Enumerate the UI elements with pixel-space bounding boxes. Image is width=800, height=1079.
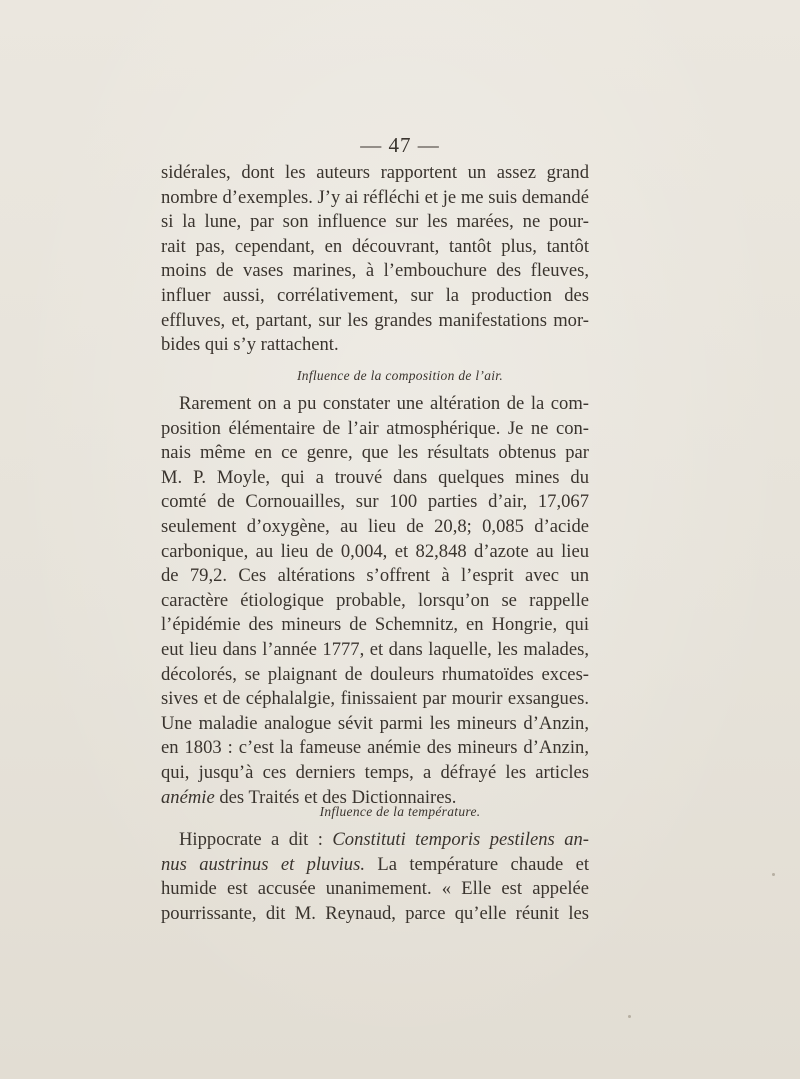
latin-quote: nus austrinus et pluvius. <box>161 853 365 875</box>
latin-quote: Constituti temporis pestilens an- <box>332 829 589 850</box>
text-line: nombre d’exemples. J’y ai réfléchi et je me suis demandé <box>161 186 589 208</box>
paragraph-temperature <box>161 828 589 926</box>
text-line <box>161 828 589 853</box>
text-line: carbonique, au lieu de 0,004, et 82,848 d’azote au lieu <box>161 540 589 562</box>
text-line: pourrissante, dit M. Reynaud, parce qu’elle réunit les <box>161 902 589 924</box>
text-line: position élémentaire de l’air atmosphérique. Je ne con- <box>161 417 589 439</box>
text-line: Une maladie analogue sévit parmi les mineurs d’Anzin, <box>161 712 589 734</box>
paragraph-air-composition <box>161 392 589 810</box>
text-line: moins de vases marines, à l’embouchure des fleuves, <box>161 260 589 282</box>
paragraph-moon-influence <box>161 161 589 358</box>
section-heading-air-composition: Influence de la composition de l’air. <box>296 368 504 383</box>
text-line: décolorés, se plaignant de douleurs rhumatoïdes exces- <box>161 663 589 685</box>
section-heading-temperature: Influence de la température. <box>319 804 481 819</box>
italic-term: anémie <box>161 786 215 808</box>
text-line: influer aussi, corrélativement, sur la production des <box>161 284 589 306</box>
text-line: caractère étiologique probable, lorsqu’on se rappelle <box>161 589 589 611</box>
text-line: bides qui s’y rattachent. <box>161 334 339 356</box>
text-line: effluves, et, partant, sur les grandes manifestations mor- <box>161 309 589 331</box>
text-line: eut lieu dans l’année 1777, et dans laquelle, les malades, <box>161 638 589 660</box>
paper-speck <box>772 873 775 876</box>
text-line: qui, jusqu’à ces derniers temps, a défrayé les articles <box>161 761 589 783</box>
text-line: si la lune, par son influence sur les marées, ne pour- <box>161 211 589 233</box>
text-fragment: La température chaude et <box>365 853 590 875</box>
text-fragment: des Traités et des Dictionnaires. <box>214 786 457 808</box>
paper-speck <box>628 1015 631 1018</box>
text-fragment: Hippocrate a dit : <box>179 829 333 850</box>
text-line: l’épidémie des mineurs de Schemnitz, en Hongrie, qui <box>161 614 589 636</box>
text-line <box>161 853 589 878</box>
text-line: sidérales, dont les auteurs rapportent un assez grand <box>161 162 589 183</box>
text-line: sives et de céphalalgie, finissaient par mourir exsangues. <box>161 688 589 710</box>
text-line: nais même en ce genre, que les résultats obtenus par <box>161 442 589 464</box>
page-number-header: — 47 — <box>360 133 440 157</box>
text-line: comté de Cornouailles, sur 100 parties d’air, 17,067 <box>161 491 589 513</box>
text-line: Rarement on a pu constater une altération de la com- <box>179 393 589 414</box>
text-line: de 79,2. Ces altérations s’offrent à l’esprit avec un <box>161 565 589 587</box>
text-line: en 1803 : c’est la fameuse anémie des mineurs d’Anzin, <box>161 737 589 759</box>
text-line: M. P. Moyle, qui a trouvé dans quelques mines du <box>161 466 589 488</box>
text-line: humide est accusée unanimement. « Elle est appelée <box>161 878 589 900</box>
text-line: rait pas, cependant, en découvrant, tantôt plus, tantôt <box>161 235 589 257</box>
text-line: seulement d’oxygène, au lieu de 20,8; 0,085 d’acide <box>161 515 589 537</box>
